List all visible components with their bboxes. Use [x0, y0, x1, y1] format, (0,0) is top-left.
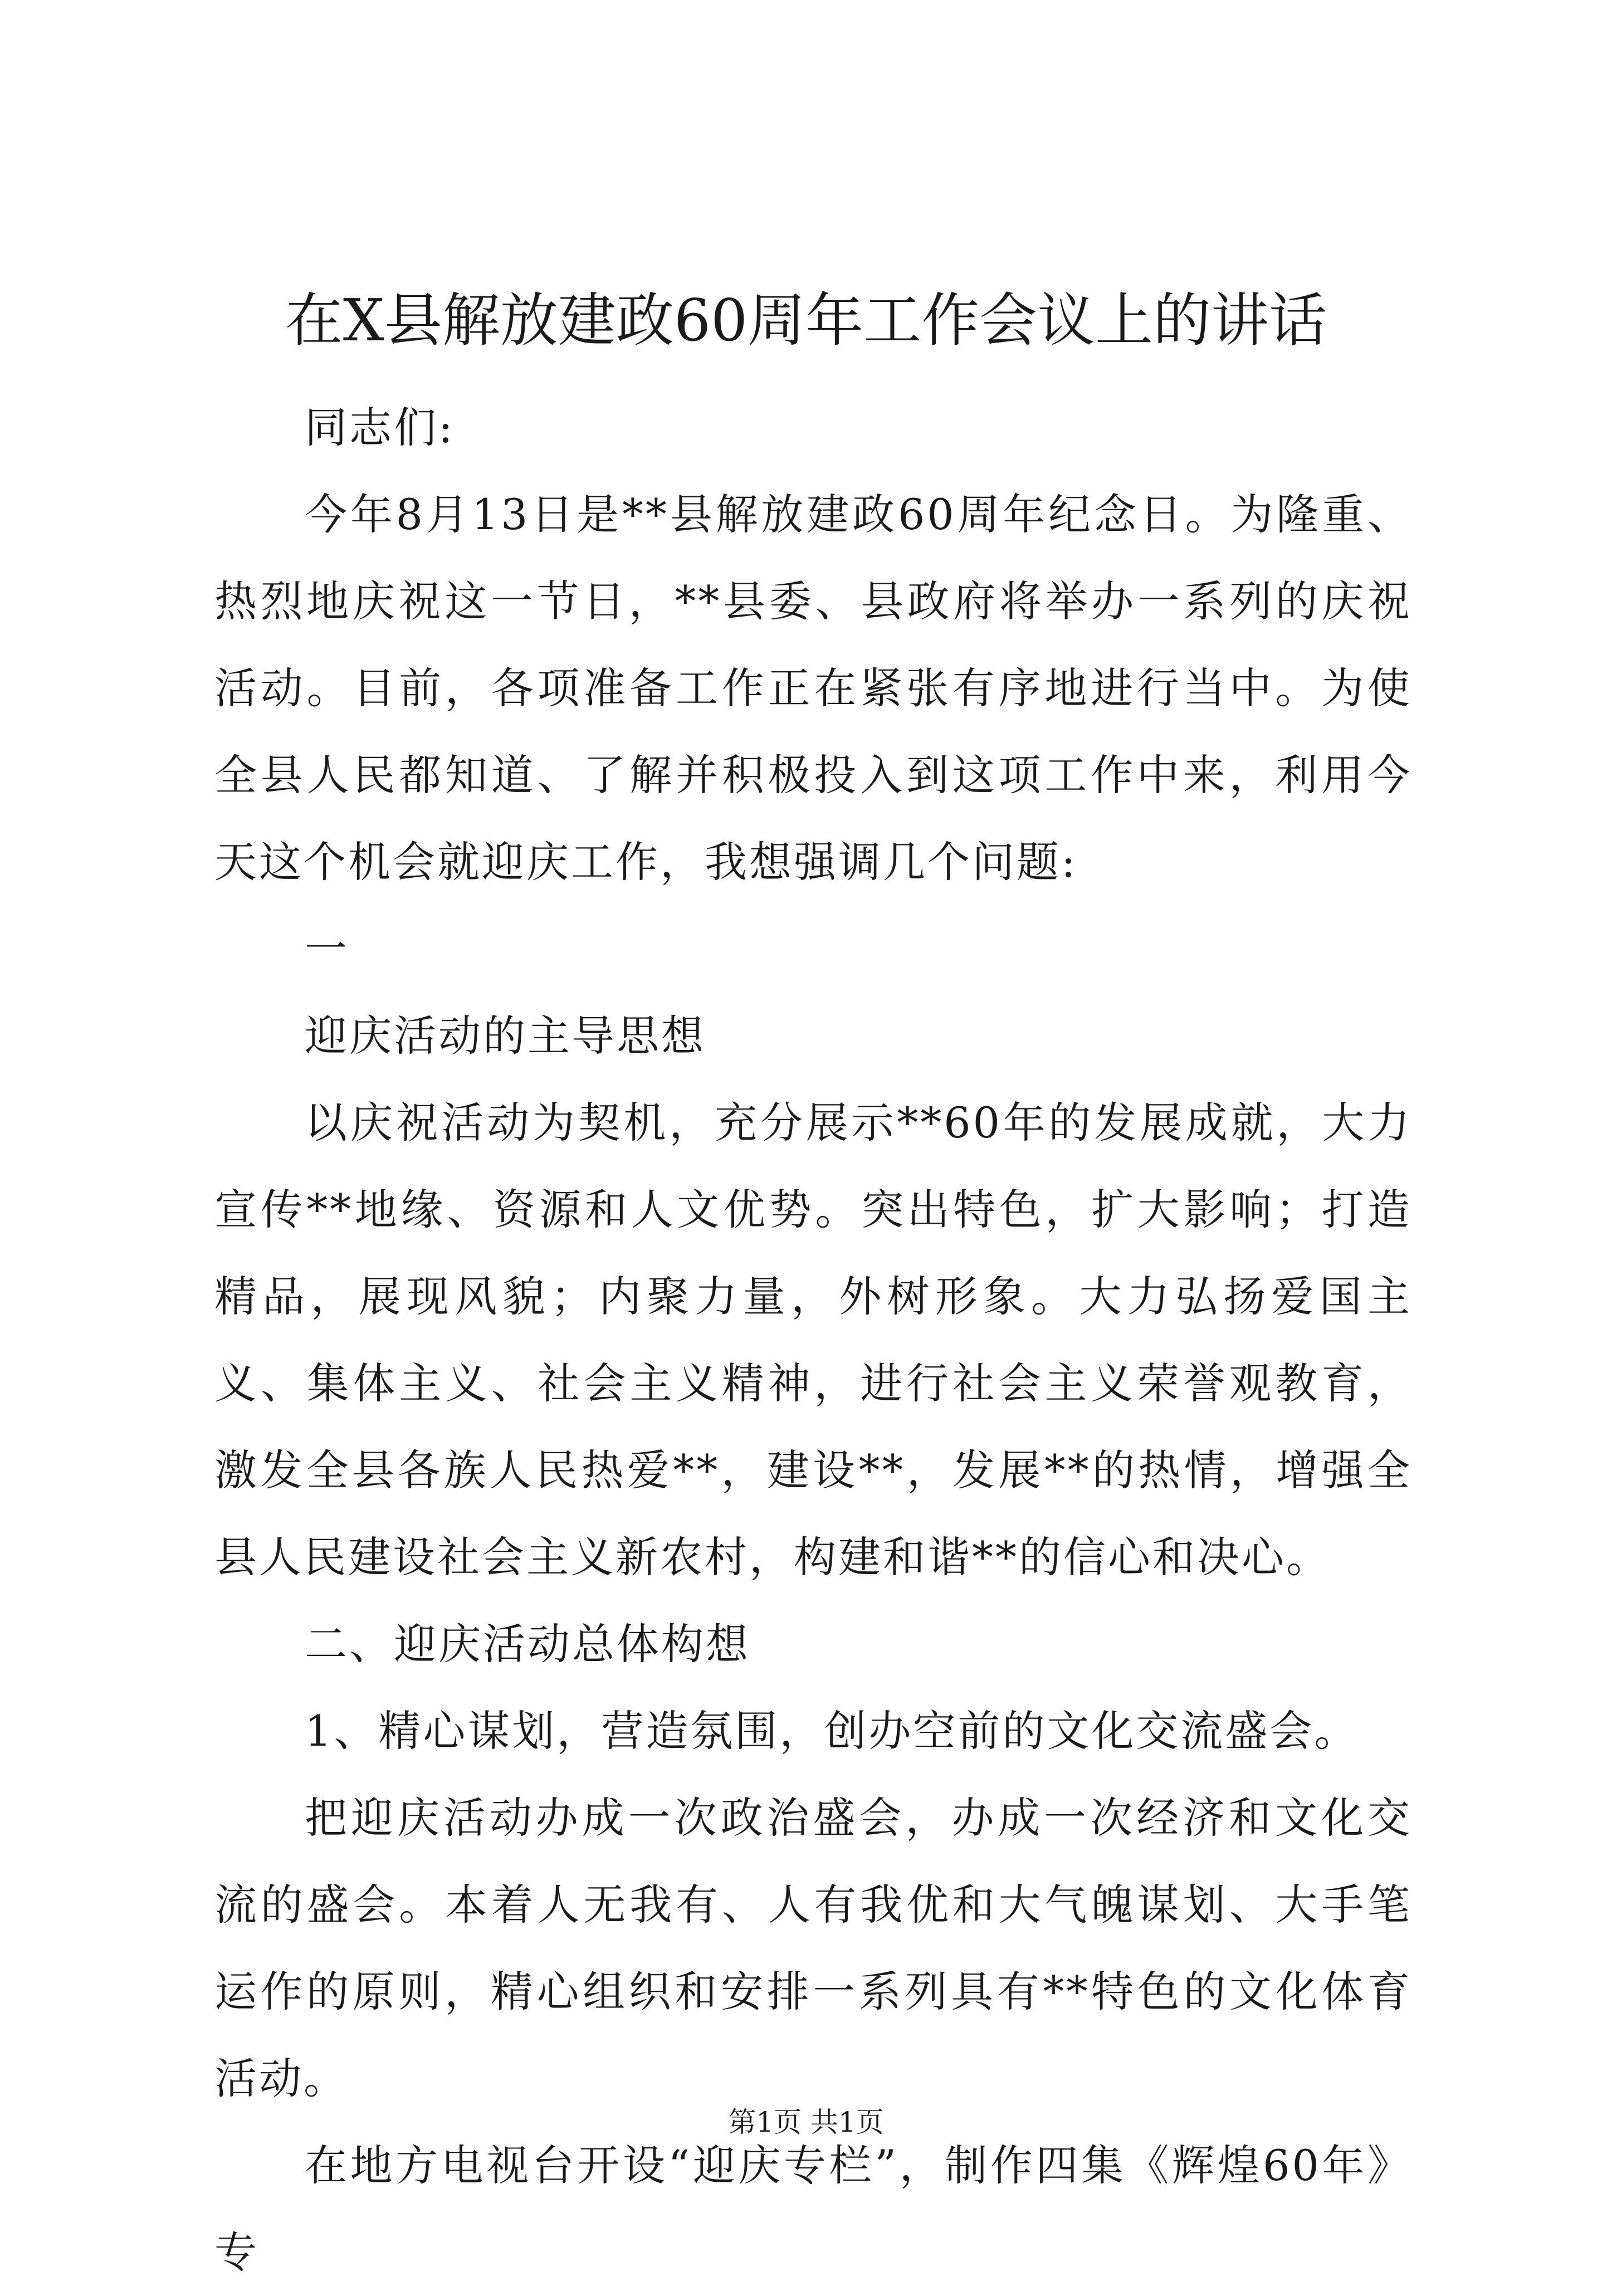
subsection-heading-1: 1、精心谋划，营造氛围，创办空前的文化交流盛会。	[305, 1706, 1359, 1756]
paragraph-guiding-idea: 以庆祝活动为契机，充分展示**60年的发展成就，大力宣传**地缘、资源和人文优势。突出特色，扩大影响；打造精品，展现风貌；内聚力量，外树形象。大力弘扬爱国主义、集体主义、社会主义精神，进行社会主义荣誉观教育，激发全县各族人民热爱**，建设**，发展**的热情，增强全县人民建设社会主义新农村，构建和谐**的信心和决心。	[214, 1098, 1412, 1582]
paragraph-tv-column: 在地方电视台开设“迎庆专栏”，制作四集《辉煌60年》专	[214, 2141, 1412, 2277]
document-body	[214, 384, 1412, 2296]
paragraph-intro: 今年8月13日是**县解放建政60周年纪念日。为隆重、热烈地庆祝这一节日，**县委、县政府将举办一系列的庆祝活动。目前，各项准备工作正在紧张有序地进行当中。为使全县人民都知道、了解并积极投入到这项工作中来，利用今天这个机会就迎庆工作，我想强调几个问题:	[214, 490, 1412, 887]
section-heading-guiding-idea: 迎庆活动的主导思想	[305, 1011, 706, 1061]
page-footer: 第1页 共1页	[728, 2106, 884, 2138]
section-heading-overall-plan: 二、迎庆活动总体构想	[305, 1619, 750, 1669]
paragraph-plan-detail: 把迎庆活动办成一次政治盛会，办成一次经济和文化交流的盛会。本着人无我有、人有我优和大气魄谋划、大手笔运作的原则，精心组织和安排一系列具有**特色的文化体育活动。	[214, 1793, 1412, 2103]
section-number-one: 一	[305, 924, 349, 974]
document-title: 在X县解放建政60周年工作会议上的讲话	[285, 286, 1327, 354]
salutation: 同志们:	[305, 403, 455, 452]
